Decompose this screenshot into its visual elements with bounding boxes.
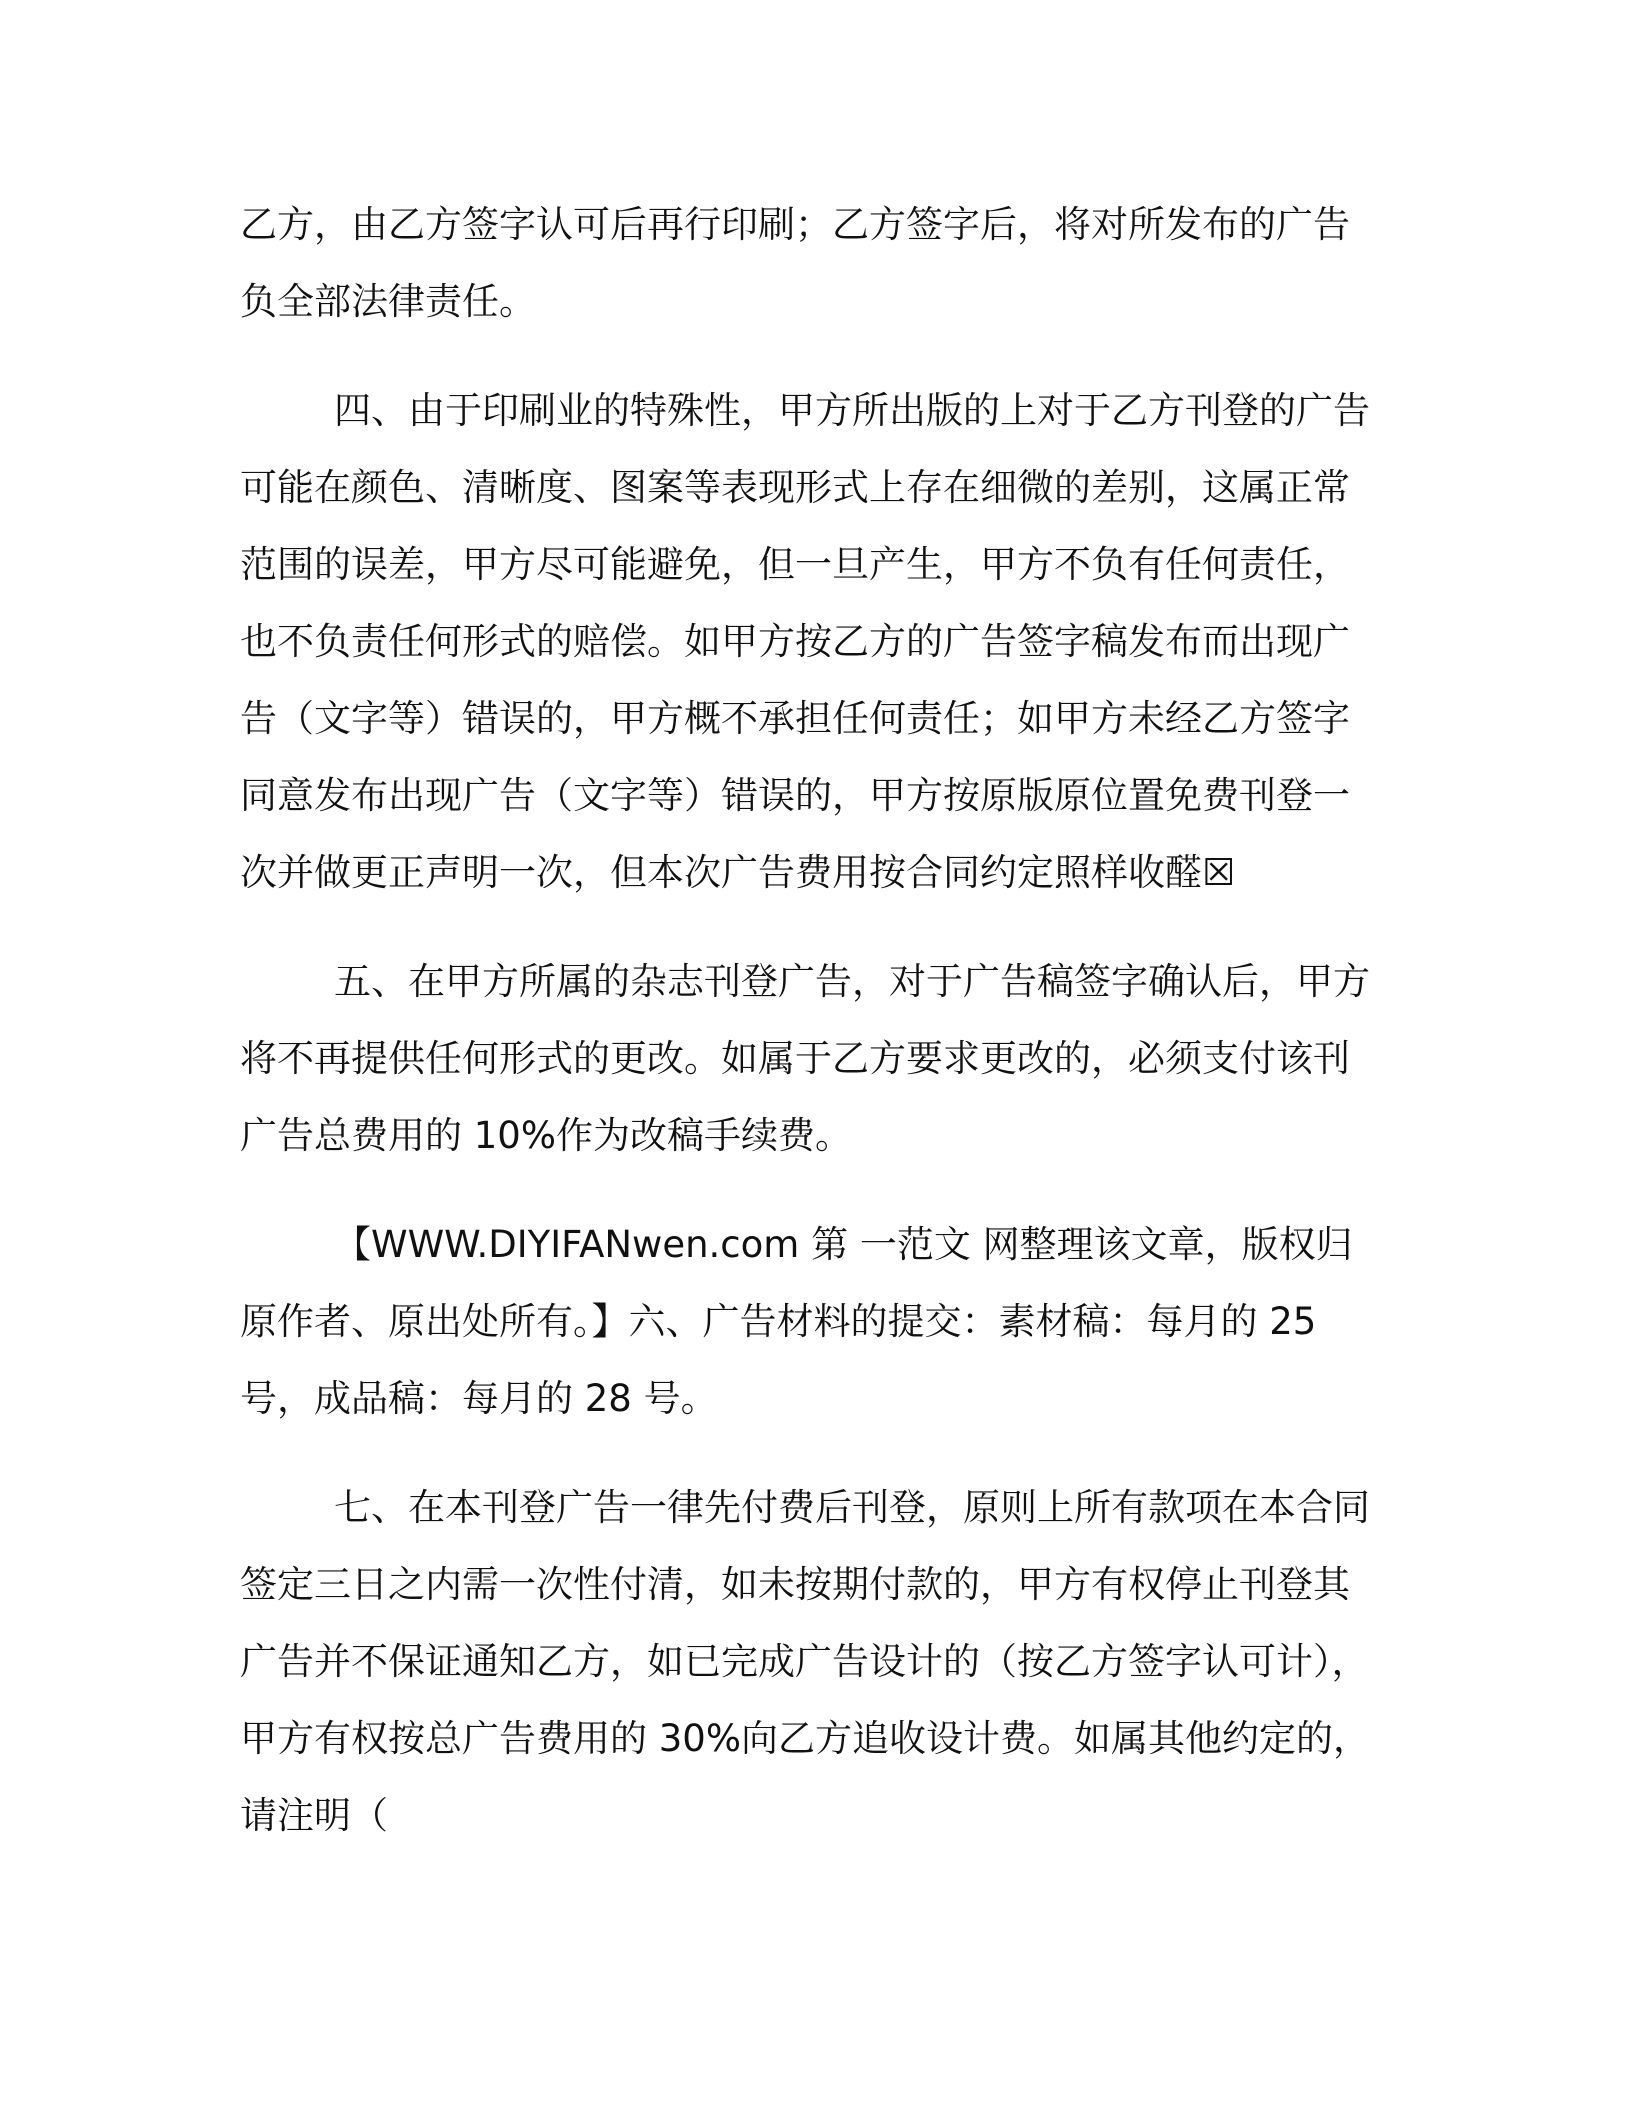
paragraph-clause-5: 五、在甲方所属的杂志刊登广告，对于广告稿签字确认后，甲方将不再提供任何形式的更改。如属于乙方要求更改的，必须支付该刊广告总费用的 10%作为改稿手续费。: [240, 960, 1370, 1157]
paragraph-clause-6: 【WWW.DIYIFANwen.com 第 一范文 网整理该文章，版权归原作者、原出处所有。】六、广告材料的提交：素材稿：每月的 25 号，成品稿：每月的 28 号。: [240, 1223, 1353, 1420]
document-body: [240, 186, 1385, 1854]
paragraph-clause-7: 七、在本刊登广告一律先付费后刊登，原则上所有款项在本合同签定三日之内需一次性付清，如未按期付款的，甲方有权停止刊登其广告并不保证通知乙方，如已完成广告设计的（按乙方签字认可计），甲方有权按总广告费用的 30%向乙方追收设计费。如属其他约定的，请注明（: [240, 1486, 1370, 1837]
paragraph-clause-4: 四、由于印刷业的特殊性，甲方所出版的上对于乙方刊登的广告可能在颜色、清晰度、图案等表现形式上存在细微的差别，这属正常范围的误差，甲方尽可能避免，但一旦产生，甲方不负有任何责任，也不负责任何形式的赔偿。如甲方按乙方的广告签字稿发布而出现广告（文字等）错误的，甲方概不承担任何责任；如甲方未经乙方签字同意发布出现广告（文字等）错误的，甲方按原版原位置免费刊登一次并做更正声明一次，但本次广告费用按合同约定照样收醛☒: [240, 389, 1370, 894]
paragraph-continuation: 乙方，由乙方签字认可后再行印刷；乙方签字后，将对所发布的广告负全部法律责任。: [240, 203, 1350, 323]
